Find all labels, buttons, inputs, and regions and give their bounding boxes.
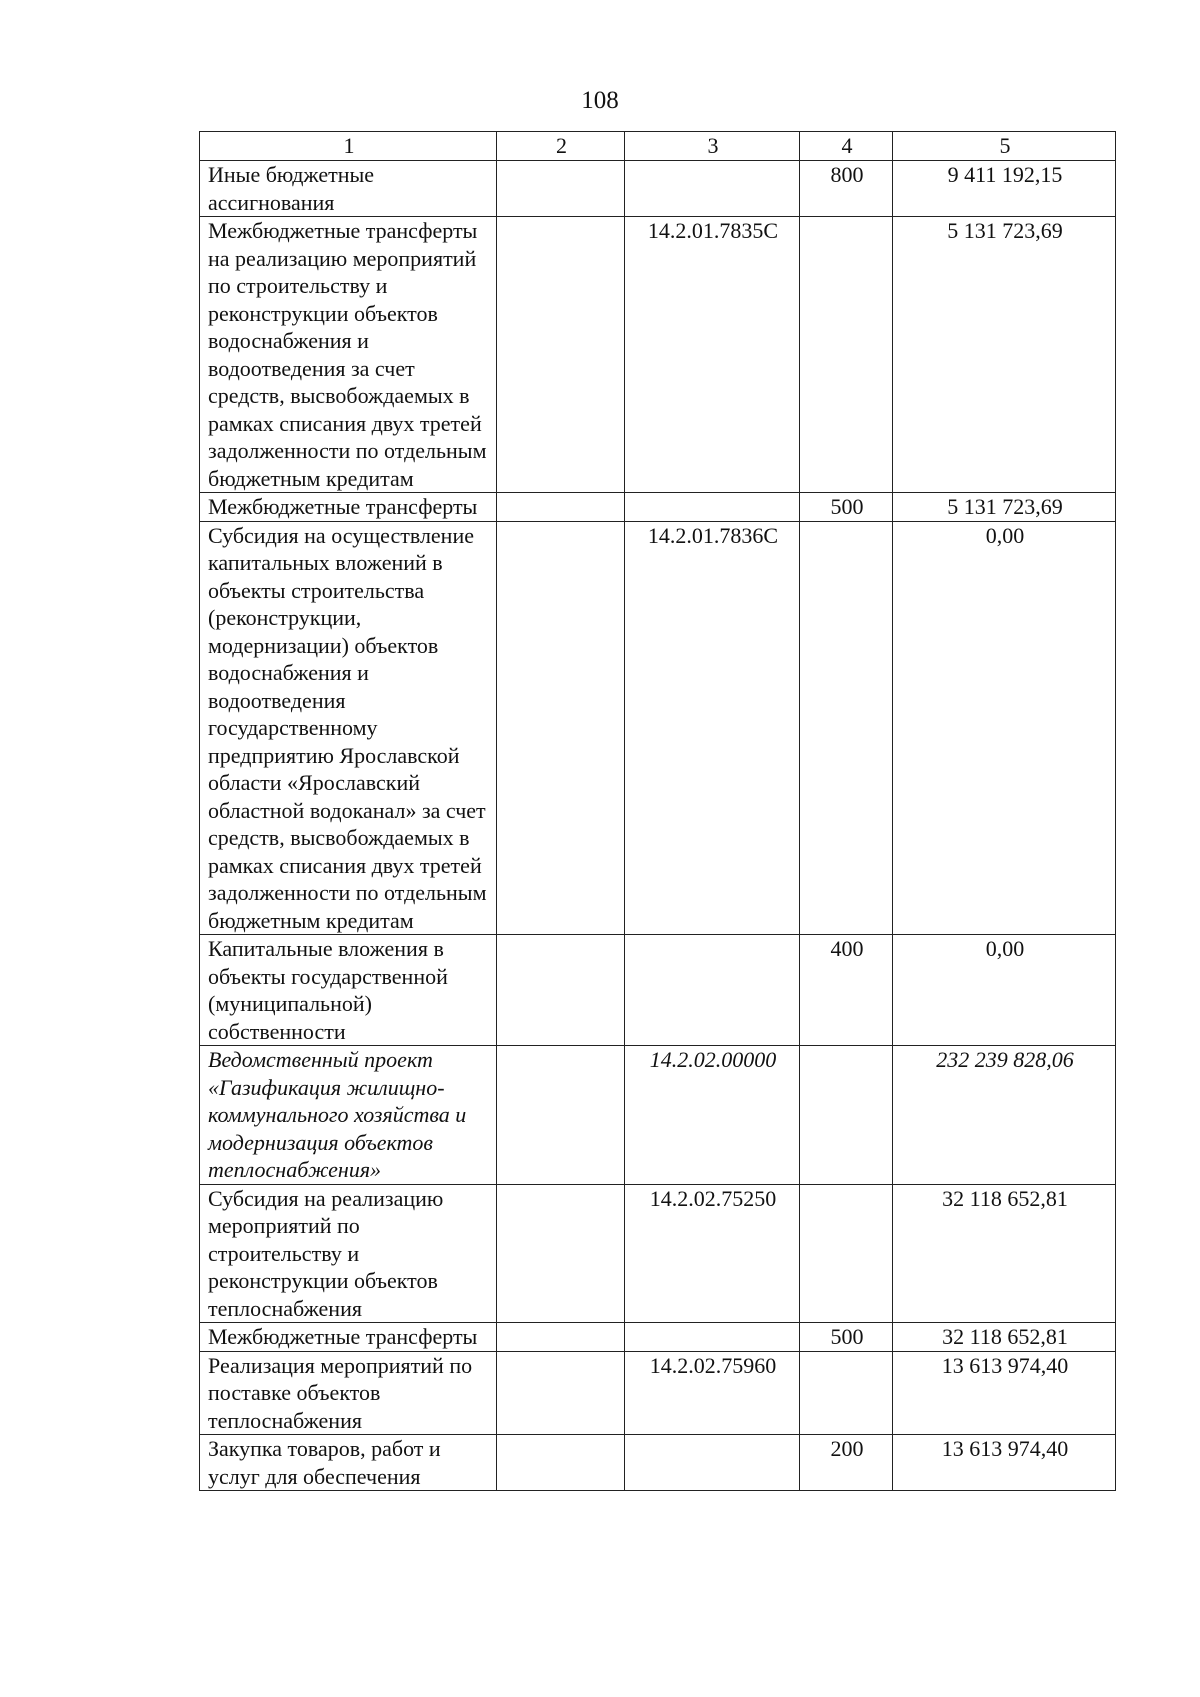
- column-header: 3: [625, 132, 800, 161]
- column-2-cell: [497, 935, 625, 1046]
- amount-cell: 32 118 652,81: [893, 1323, 1116, 1352]
- expense-type-cell: 200: [800, 1435, 893, 1491]
- expense-name-cell: Межбюджетные трансферты на реализацию мероприятий по строительству и реконструкции объектов водоснабжения и водоотведения за счет средств, высвобождаемых в рамках списания двух третей задолженности по отдельным бюджетным кредитам: [200, 217, 497, 493]
- column-2-cell: [497, 1351, 625, 1435]
- expense-name-cell: Субсидия на осуществление капитальных вложений в объекты строительства (реконструкции, модернизации) объектов водоснабжения и водоотведения государственному предприятию Ярославской области «Ярославский областной водоканал» за счет средств, высвобождаемых в рамках списания двух третей задолженности по отдельным бюджетным кредитам: [200, 521, 497, 935]
- target-code-cell: [625, 161, 800, 217]
- table-row: [200, 1435, 1116, 1491]
- target-code-cell: [625, 935, 800, 1046]
- amount-cell: 5 131 723,69: [893, 493, 1116, 522]
- expense-type-cell: [800, 1046, 893, 1185]
- column-2-cell: [497, 1435, 625, 1491]
- amount-cell: 0,00: [893, 935, 1116, 1046]
- expense-name-cell: Закупка товаров, работ и услуг для обеспечения: [200, 1435, 497, 1491]
- target-code-cell: [625, 493, 800, 522]
- expense-type-cell: [800, 1184, 893, 1323]
- target-code-cell: [625, 1323, 800, 1352]
- amount-cell: 232 239 828,06: [893, 1046, 1116, 1185]
- table-row: [200, 1046, 1116, 1185]
- column-2-cell: [497, 217, 625, 493]
- expense-name-cell: Субсидия на реализацию мероприятий по строительству и реконструкции объектов теплоснабжения: [200, 1184, 497, 1323]
- column-header: 2: [497, 132, 625, 161]
- target-code-cell: [625, 1435, 800, 1491]
- table-row: [200, 935, 1116, 1046]
- column-header: 4: [800, 132, 893, 161]
- expense-name-cell: Межбюджетные трансферты: [200, 493, 497, 522]
- amount-cell: 13 613 974,40: [893, 1435, 1116, 1491]
- column-header: 5: [893, 132, 1116, 161]
- page-number: 108: [581, 87, 619, 114]
- amount-cell: 13 613 974,40: [893, 1351, 1116, 1435]
- amount-cell: 32 118 652,81: [893, 1184, 1116, 1323]
- expense-name-cell: Капитальные вложения в объекты государственной (муниципальной) собственности: [200, 935, 497, 1046]
- target-code-cell: 14.2.02.75250: [625, 1184, 800, 1323]
- column-2-cell: [497, 493, 625, 522]
- table-row: [200, 493, 1116, 522]
- expense-type-cell: [800, 521, 893, 935]
- expense-name-cell: Иные бюджетные ассигнования: [200, 161, 497, 217]
- column-2-cell: [497, 1323, 625, 1352]
- column-2-cell: [497, 161, 625, 217]
- column-header: 1: [200, 132, 497, 161]
- target-code-cell: 14.2.02.75960: [625, 1351, 800, 1435]
- column-2-cell: [497, 1046, 625, 1185]
- expense-name-cell: Реализация мероприятий по поставке объектов теплоснабжения: [200, 1351, 497, 1435]
- table-row: [200, 161, 1116, 217]
- amount-cell: 9 411 192,15: [893, 161, 1116, 217]
- expense-name-cell: Межбюджетные трансферты: [200, 1323, 497, 1352]
- expense-type-cell: 500: [800, 1323, 893, 1352]
- expense-type-cell: 500: [800, 493, 893, 522]
- amount-cell: 5 131 723,69: [893, 217, 1116, 493]
- amount-cell: 0,00: [893, 521, 1116, 935]
- target-code-cell: 14.2.01.7835С: [625, 217, 800, 493]
- target-code-cell: 14.2.02.00000: [625, 1046, 800, 1185]
- table-row: [200, 217, 1116, 493]
- expense-type-cell: 400: [800, 935, 893, 1046]
- table-row: [200, 1323, 1116, 1352]
- table-row: [200, 521, 1116, 935]
- column-2-cell: [497, 521, 625, 935]
- expense-type-cell: [800, 217, 893, 493]
- table-row: [200, 1184, 1116, 1323]
- column-2-cell: [497, 1184, 625, 1323]
- budget-table: [199, 131, 1116, 1491]
- expense-type-cell: [800, 1351, 893, 1435]
- table-row: [200, 1351, 1116, 1435]
- expense-name-cell: Ведомственный проект «Газификация жилищно-коммунального хозяйства и модернизация объектов теплоснабжения»: [200, 1046, 497, 1185]
- target-code-cell: 14.2.01.7836С: [625, 521, 800, 935]
- expense-type-cell: 800: [800, 161, 893, 217]
- table-header-row: [200, 132, 1116, 161]
